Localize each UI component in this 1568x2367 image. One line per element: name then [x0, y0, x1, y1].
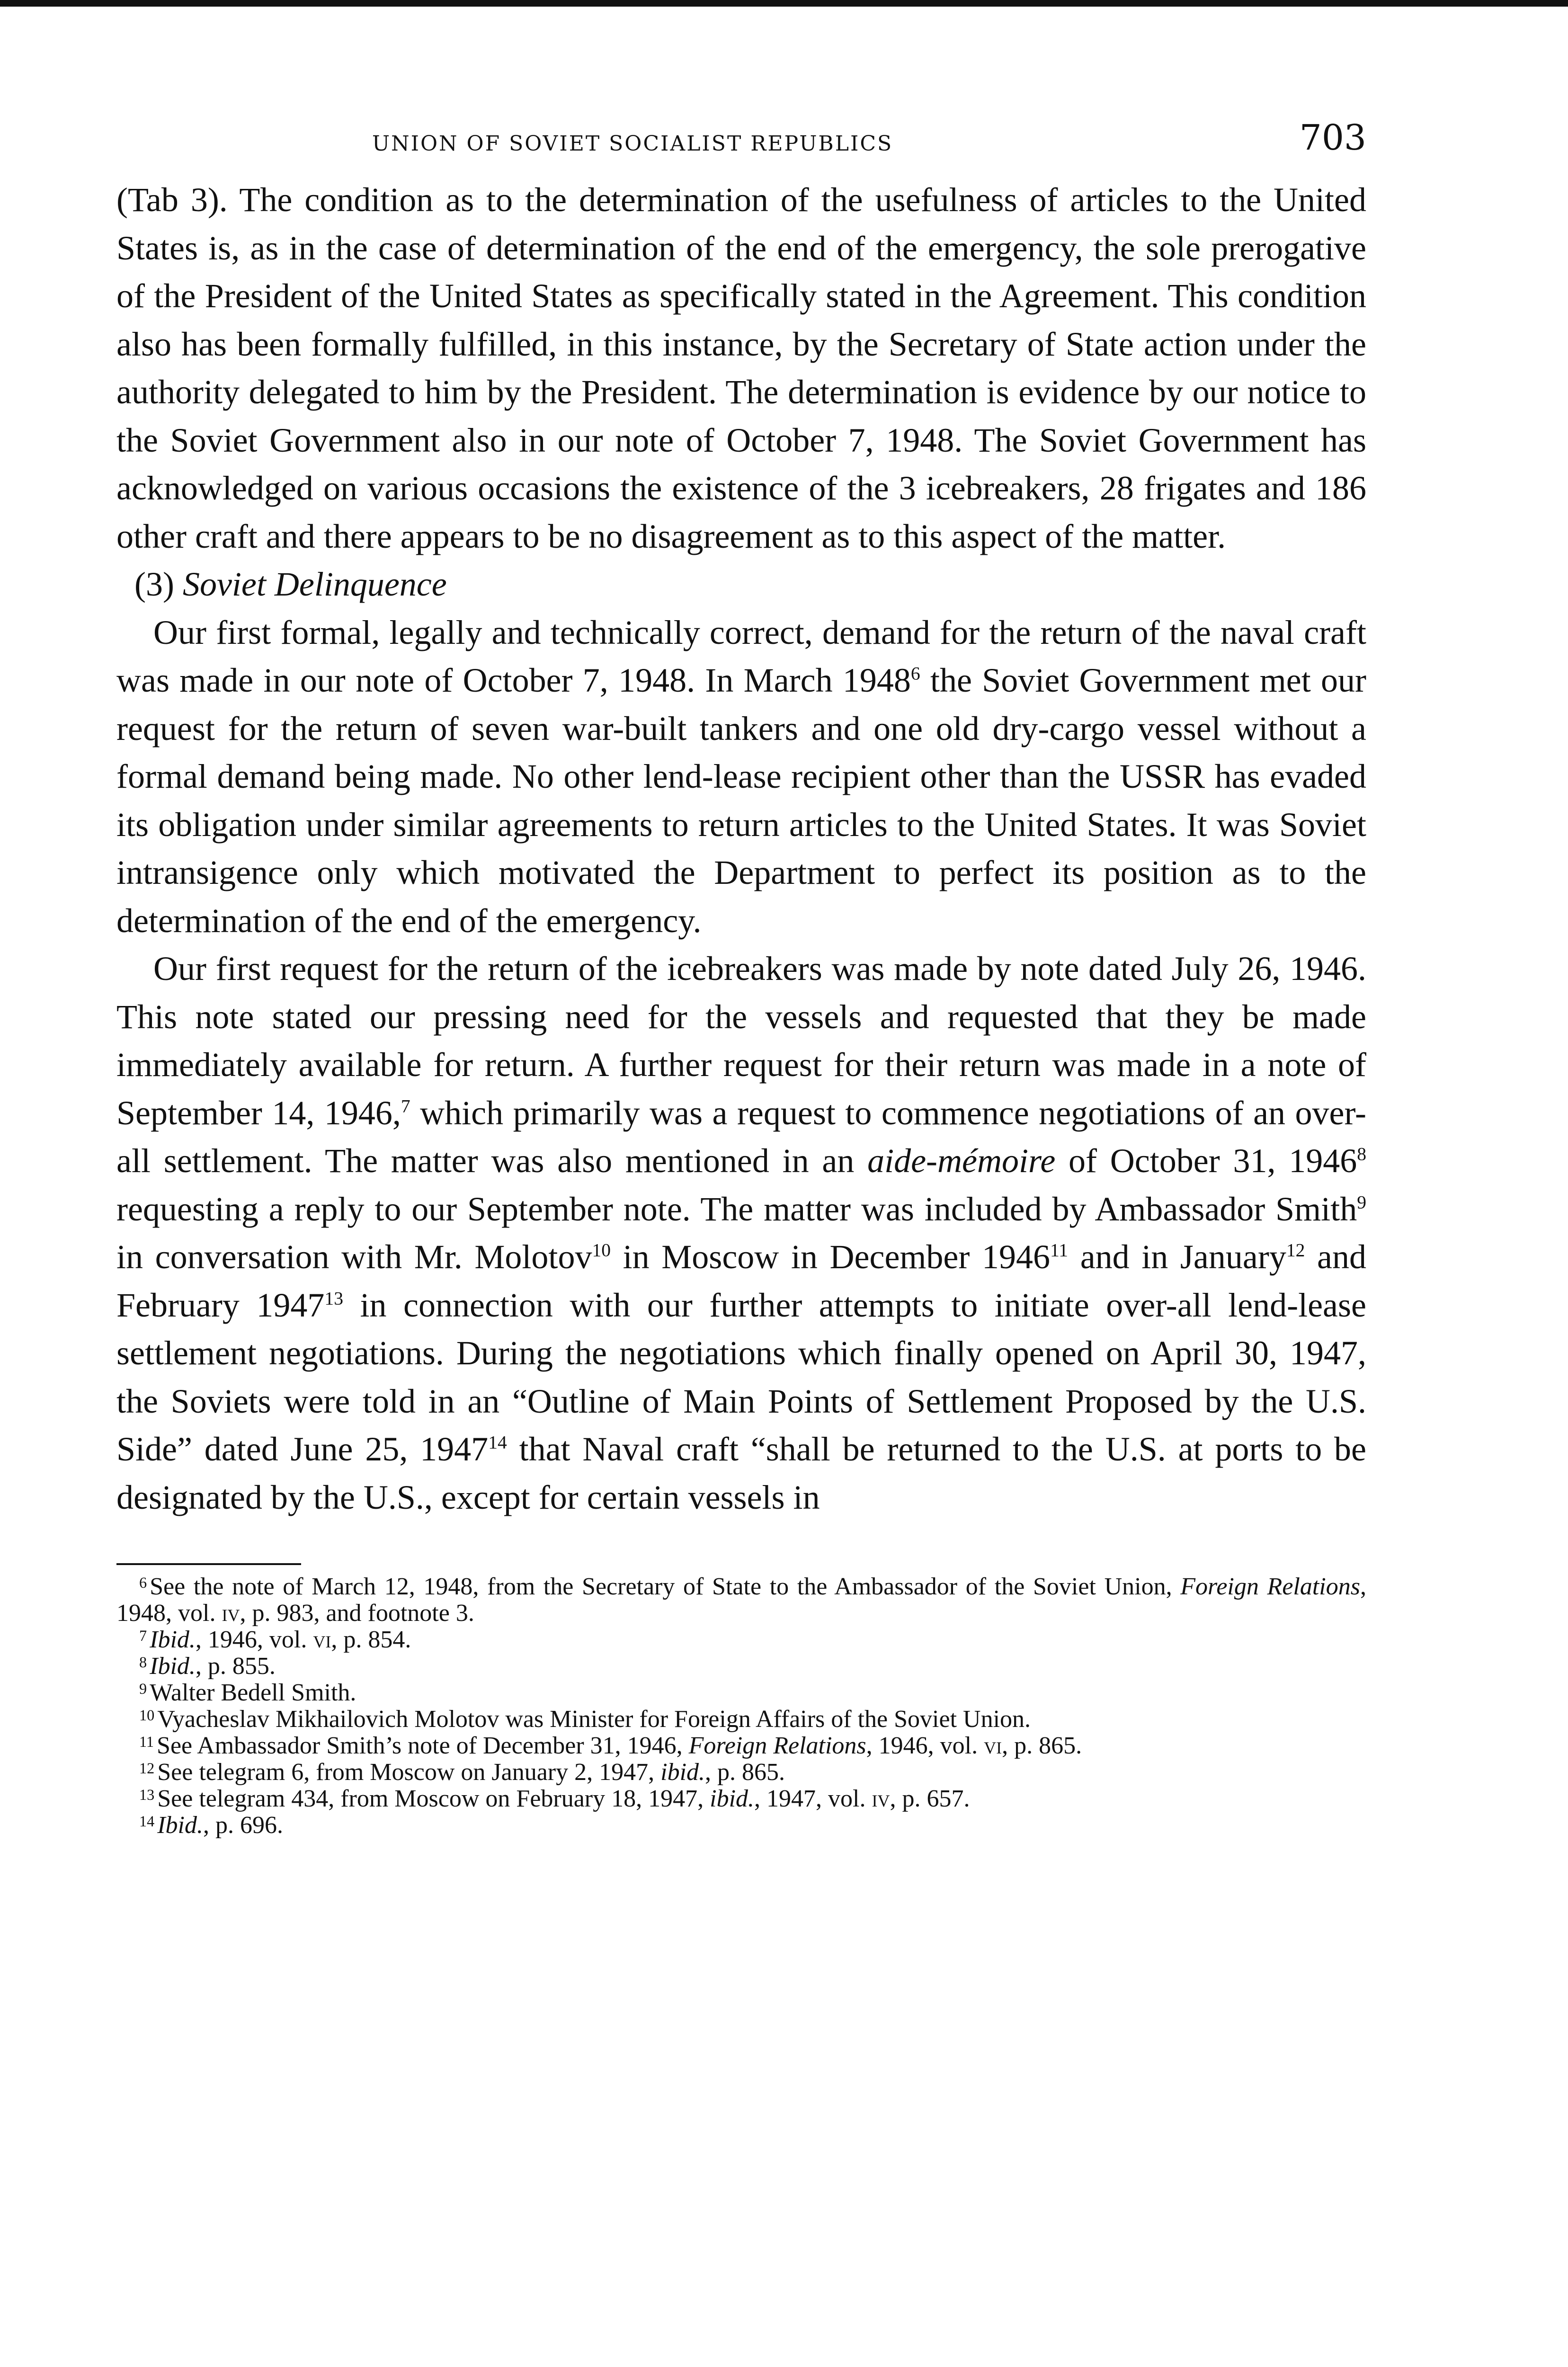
paragraph-2 — [116, 609, 1366, 945]
footnote-text: See the note of March 12, 1948, from the Secretary of State to the Ambassador of the Soviet Union, — [150, 1573, 1181, 1600]
footnote-text: , 1946, vol. — [866, 1732, 984, 1759]
footnote-volume: iv — [872, 1785, 890, 1812]
footnote-ref-14: 14 — [488, 1432, 507, 1453]
footnote-text: , p. 855. — [195, 1653, 276, 1680]
footnotes — [116, 1574, 1366, 1839]
footnote-text: , p. 854. — [331, 1626, 411, 1653]
footnote-ref-10: 10 — [592, 1239, 611, 1261]
footnote-number: 7 — [139, 1627, 147, 1644]
footnote-number: 10 — [139, 1706, 155, 1724]
footnote-ref-8: 8 — [1357, 1143, 1366, 1165]
footnote-text: Walter Bedell Smith. — [150, 1679, 356, 1706]
footnote-text: , p. 657. — [890, 1785, 970, 1812]
footnote-italic: Ibid. — [150, 1653, 196, 1680]
footnote-italic: Foreign Relations — [688, 1732, 866, 1759]
footnote-ref-11: 11 — [1050, 1239, 1069, 1261]
footnote-text: , p. 865. — [705, 1759, 785, 1786]
body-text — [116, 176, 1366, 1522]
footnote-ref-9: 9 — [1357, 1191, 1366, 1212]
footnote-ref-13: 13 — [324, 1287, 343, 1308]
footnote-13 — [116, 1786, 1366, 1812]
paragraph-2-part-2: the Soviet Government met our request for the return of seven war-built tankers and one old dry-cargo vessel without a formal demand being made. No other lend-lease recipient other than the USSR has evaded its obligation under similar agreements to return articles to the United States. It was Soviet intransigence only which motivated the Department to perfect its position as to the determination of the end of the emergency. — [116, 661, 1366, 940]
footnote-11 — [116, 1733, 1366, 1759]
paragraph-3-part-3: of October 31, 1946 — [1055, 1142, 1357, 1180]
footnote-italic: Foreign Relations — [1180, 1573, 1360, 1600]
paragraph-3-part-7: and in January — [1068, 1238, 1286, 1276]
footnote-text: Vyacheslav Mikhailovich Molotov was Minister for Foreign Affairs of the Soviet Union. — [157, 1706, 1031, 1733]
footnote-9 — [116, 1680, 1366, 1706]
footnote-text: , p. 696. — [203, 1812, 283, 1839]
footnote-number: 9 — [139, 1680, 147, 1697]
footnote-ref-7: 7 — [401, 1095, 410, 1116]
footnote-number: 13 — [139, 1786, 155, 1803]
paragraph-3-part-1: Our first request for the return of the icebreakers was made by note dated July 26, 1946. This note stated our pressing need for the vessels and requested that they be made immediately available for return. A further request for their return was made in a note of September 14, 1946, — [116, 950, 1366, 1132]
running-title: UNION OF SOVIET SOCIALIST REPUBLICS — [372, 132, 893, 156]
footnote-volume: iv — [222, 1600, 240, 1627]
paragraph-3 — [116, 945, 1366, 1522]
footnote-text: See Ambassador Smith’s note of December 31, 1946, — [157, 1732, 689, 1759]
footnote-8 — [116, 1653, 1366, 1680]
document-page — [116, 114, 1366, 1839]
paragraph-3-part-4: requesting a reply to our September note. The matter was included by Ambassador Smith — [116, 1190, 1357, 1228]
paragraph-3-part-8: and February 1947 — [116, 1238, 1366, 1324]
footnote-number: 8 — [139, 1653, 147, 1671]
footnote-text: , 1947, vol. — [754, 1785, 872, 1812]
paragraph-3-part-5: in conversation with Mr. Molotov — [116, 1238, 592, 1276]
footnote-italic: Ibid. — [157, 1812, 203, 1839]
footnote-12 — [116, 1759, 1366, 1786]
footnote-text: See telegram 434, from Moscow on February 18, 1947, — [157, 1785, 710, 1812]
footnote-text: , 1948, vol. — [116, 1573, 1366, 1627]
aide-memoire-term: aide-mémoire — [867, 1142, 1056, 1180]
top-scan-border — [0, 0, 1568, 7]
footnote-text: , p. 865. — [1002, 1732, 1082, 1759]
footnote-text: See telegram 6, from Moscow on January 2, 1947, — [157, 1759, 661, 1786]
footnote-14 — [116, 1812, 1366, 1839]
footnote-italic: ibid. — [710, 1785, 755, 1812]
footnote-number: 6 — [139, 1574, 147, 1591]
footnote-7 — [116, 1627, 1366, 1653]
section-heading-number: (3) — [134, 565, 174, 603]
footnote-number: 12 — [139, 1759, 155, 1777]
section-heading — [116, 561, 1366, 609]
page-number: 703 — [1299, 117, 1366, 158]
section-heading-title: Soviet Delinquence — [182, 565, 447, 603]
footnote-text: , p. 983, and footnote 3. — [240, 1600, 474, 1627]
footnote-volume: vi — [313, 1626, 331, 1653]
footnote-ref-6: 6 — [910, 663, 920, 684]
footnote-number: 11 — [139, 1733, 154, 1750]
footnote-6 — [116, 1574, 1366, 1627]
running-head — [116, 114, 1366, 166]
footnote-divider — [116, 1563, 301, 1565]
paragraph-1 — [116, 176, 1366, 561]
footnote-10 — [116, 1706, 1366, 1733]
paragraph-3-part-10: that Naval craft “shall be returned to the U.S. at ports to be designated by the U.S., except for certain vessels in — [116, 1430, 1367, 1516]
paragraph-3-part-6: in Moscow in December 1946 — [611, 1238, 1050, 1276]
paragraph-3-part-2: which primarily was a request to commence negotiations of an over-all settlement. The matter was also mentioned in an — [116, 1094, 1366, 1180]
paragraph-2-part-1: Our first formal, legally and technically correct, demand for the return of the naval craft was made in our note of October 7, 1948. In March 1948 — [116, 613, 1366, 699]
paragraph-3-part-9: in connection with our further attempts to initiate over-all lend-lease settlement negotiations. During the negotiations which finally opened on April 30, 1947, the Soviets were told in an “Outline of Main Points of Settlement Proposed by the U.S. Side” dated June 25, 1947 — [116, 1286, 1366, 1468]
footnote-italic: Ibid. — [150, 1626, 196, 1653]
footnote-italic: ibid. — [660, 1759, 705, 1786]
footnote-text: , 1946, vol. — [195, 1626, 313, 1653]
paragraph-1-text: (Tab 3). The condition as to the determination of the usefulness of articles to the United States is, as in the case of determination of the end of the emergency, the sole prerogative of the President of the United States as specifically stated in the Agreement. This condition also has been formally fulfilled, in this instance, by the Secretary of State action under the authority delegated to him by the President. The determination is evidence by our notice to the Soviet Government also in our note of October 7, 1948. The Soviet Government has acknowledged on various occasions the existence of the 3 icebreakers, 28 frigates and 186 other craft and there appears to be no disagreement as to this aspect of the matter. — [116, 181, 1366, 555]
footnote-volume: vi — [984, 1732, 1002, 1759]
footnote-ref-12: 12 — [1286, 1239, 1305, 1261]
footnote-number: 14 — [139, 1812, 155, 1830]
